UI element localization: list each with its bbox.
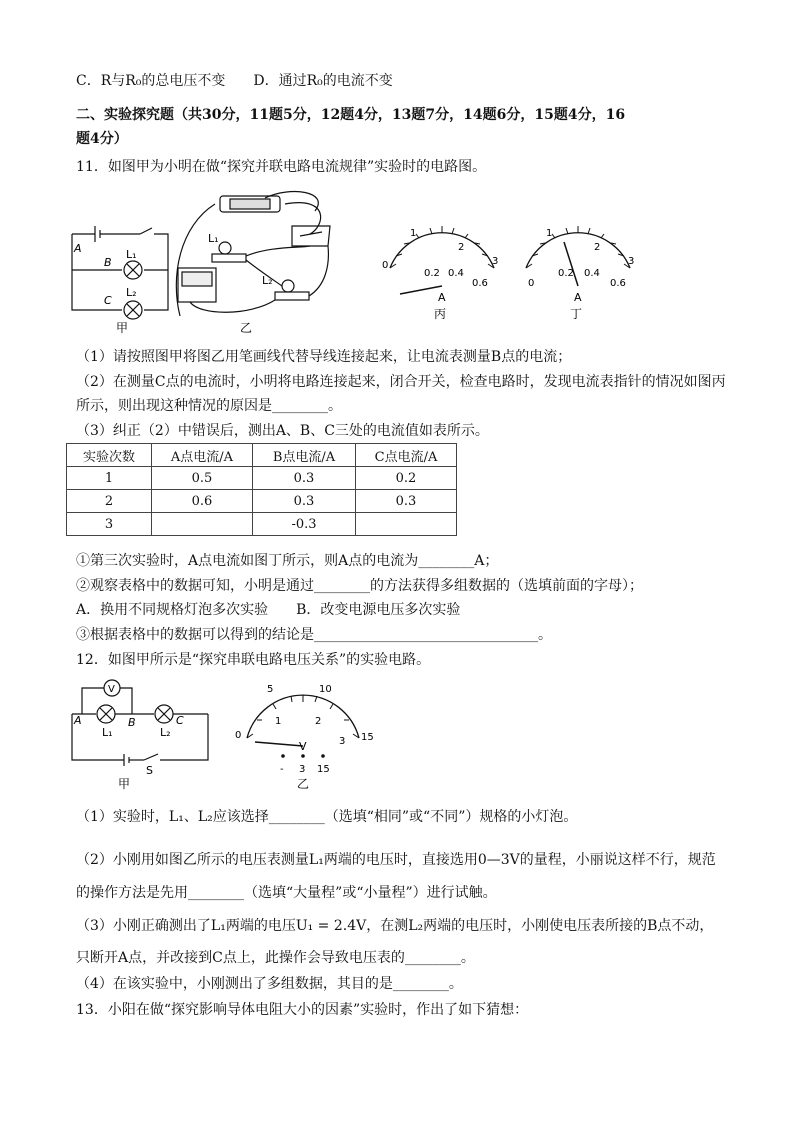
section-heading: 二、实验探究题（共30分，11题5分，12题4分，13题7分，14题6分，15题4分，16 [76, 107, 626, 123]
bing-unit: A [438, 291, 446, 304]
terminal-15: 15 [317, 764, 330, 775]
label-a: A [74, 242, 82, 255]
current-table [66, 443, 457, 536]
terminal-3: 3 [299, 764, 306, 775]
table-header: 实验次数 [67, 444, 152, 467]
table-cell: 0.3 [253, 467, 356, 490]
s-label: S [146, 764, 153, 777]
table-row [67, 490, 457, 513]
q11-sub3: ③根据表格中的数据可以得到的结论是________________________________。 [76, 627, 552, 643]
table-cell: 0.2 [356, 467, 457, 490]
ding-unit: A [574, 291, 582, 304]
bing-tick-1: 1 [410, 228, 417, 239]
label-c: C [104, 294, 112, 307]
table-cell: 0.5 [152, 467, 253, 490]
ding-tick-0: 0 [528, 278, 535, 289]
figure-12 [60, 676, 380, 796]
table-cell: 3 [67, 513, 152, 536]
yi-label-l1: L₁ [208, 232, 219, 245]
circuit-12-jia [72, 680, 208, 766]
table-cell: 2 [67, 490, 152, 513]
table-header-row [67, 444, 457, 467]
caption-12-yi: 乙 [297, 777, 310, 791]
section-heading-cont: 题4分） [76, 131, 128, 147]
caption-bing: 丙 [434, 307, 447, 321]
label-l1: L₁ [126, 248, 137, 261]
table-header: C点电流/A [356, 444, 457, 467]
q11-part1: （1）请按照图甲将图乙用笔画线代替导线连接起来，让电流表测量B点的电流； [76, 349, 572, 365]
table-cell [152, 513, 253, 536]
q12-part3-cont: 只断开A点，并改接到C点上，此操作会导致电压表的________。 [76, 950, 475, 966]
ding-tick-1: 1 [546, 228, 553, 239]
ding-tick-3: 3 [628, 256, 635, 267]
table-header: B点电流/A [253, 444, 356, 467]
l1-label: L₁ [102, 726, 113, 739]
point-b: B [128, 716, 136, 729]
table-cell: -0.3 [253, 513, 356, 536]
volt-tick-2: 2 [315, 716, 322, 727]
bing-tick-06: 0.6 [472, 278, 488, 289]
q11-part3: （3）纠正（2）中错误后，测出A、B、C三处的电流值如表所示。 [76, 423, 489, 439]
bing-tick-3: 3 [492, 256, 499, 267]
volt-tick-15: 15 [361, 732, 374, 743]
label-l2: L₂ [126, 286, 137, 299]
table-cell: 1 [67, 467, 152, 490]
v-label: V [108, 684, 115, 695]
label-b: B [104, 256, 112, 269]
table-row [67, 513, 457, 536]
q11-sub2: ②观察表格中的数据可知，小明是通过________的方法获得多组数据的（选填前面的字母）； [76, 578, 643, 594]
point-a: A [74, 714, 82, 727]
circuit-jia [72, 226, 168, 319]
question-12: 12．如图甲所示是“探究串联电路电压关系”的实验电路。 [76, 652, 431, 668]
q11-sub1: ①第三次实验时，A点电流如图丁所示，则A点的电流为________A； [76, 553, 499, 569]
ding-tick-04: 0.4 [584, 268, 600, 279]
bing-tick-04: 0.4 [448, 268, 464, 279]
terminal-minus: - [280, 764, 284, 775]
bing-tick-02: 0.2 [424, 268, 440, 279]
bing-tick-2: 2 [458, 242, 465, 253]
option-c-d: C．R与R₀的总电压不变 D．通过R₀的电流不变 [76, 73, 393, 89]
caption-yi: 乙 [240, 321, 253, 335]
circuit-yi [176, 192, 330, 316]
q12-part3: （3）小刚正确测出了L₁两端的电压U₁ = 2.4V，在测L₂两端的电压时，小刚使电压表所接的B点不动， [76, 918, 714, 934]
q12-part1: （1）实验时，L₁、L₂应该选择________（选填“相同”或“不同”）规格的小灯泡。 [76, 809, 578, 825]
volt-tick-10: 10 [319, 684, 332, 695]
q12-part2: （2）小刚用如图乙所示的电压表测量L₁两端的电压时，直接选用0—3V的量程，小丽说这样不行，规范 [76, 852, 716, 868]
question-13: 13．小阳在做“探究影响导体电阻大小的因素”实验时，作出了如下猜想： [76, 1002, 529, 1018]
caption-jia: 甲 [116, 321, 129, 335]
table-header: A点电流/A [152, 444, 253, 467]
figure-11 [60, 186, 635, 336]
table-cell: 0.6 [152, 490, 253, 513]
ding-tick-06: 0.6 [610, 278, 626, 289]
point-c: C [176, 714, 184, 727]
q11-options: A．换用不同规格灯泡多次实验 B．改变电源电压多次实验 [76, 602, 461, 618]
volt-unit: V [299, 740, 307, 753]
ammeter-ding [526, 226, 634, 321]
ding-tick-02: 0.2 [558, 268, 574, 279]
q11-part2-cont: 所示，则出现这种情况的原因是________。 [76, 398, 342, 414]
table-row [67, 467, 457, 490]
volt-tick-3: 3 [339, 736, 346, 747]
ding-tick-2: 2 [594, 242, 601, 253]
volt-tick-5: 5 [267, 684, 274, 695]
ammeter-bing [382, 226, 498, 321]
bing-tick-0: 0 [382, 260, 389, 271]
volt-tick-1: 1 [275, 716, 282, 727]
l2-label: L₂ [160, 726, 171, 739]
yi-label-l2: L₂ [262, 274, 273, 287]
table-cell [356, 513, 457, 536]
q12-part4: （4）在该实验中，小刚测出了多组数据，其目的是________。 [76, 976, 463, 992]
table-cell: 0.3 [356, 490, 457, 513]
q12-part2-cont: 的操作方法是先用________（选填“大量程”或“小量程”）进行试触。 [76, 885, 497, 901]
volt-tick-0: 0 [235, 730, 242, 741]
q11-part2: （2）在测量C点的电流时，小明将电路连接起来，闭合开关，检查电路时，发现电流表指针的情况如图丙 [76, 374, 726, 390]
voltmeter-yi [235, 684, 374, 791]
table-cell: 0.3 [253, 490, 356, 513]
caption-12-jia: 甲 [118, 777, 131, 791]
question-11: 11．如图甲为小明在做“探究并联电路电流规律”实验时的电路图。 [76, 159, 487, 175]
caption-ding: 丁 [570, 307, 583, 321]
